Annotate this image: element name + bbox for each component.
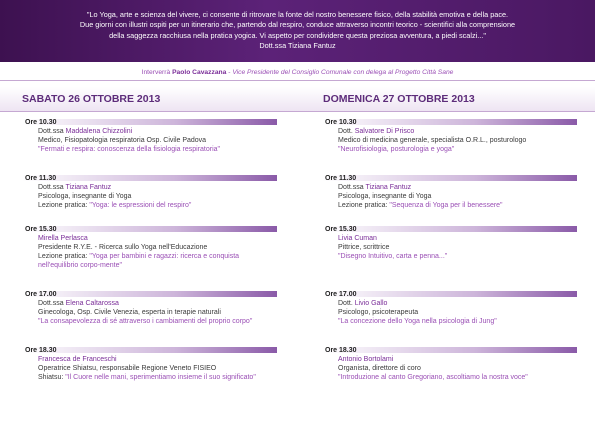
talk-title: "Neurofisiologia, posturologia e yoga" <box>338 145 455 153</box>
speaker-name: Paolo Cavazzana <box>172 69 227 76</box>
talk-title-continued: nell'equilibrio corpo-mente" <box>38 261 122 269</box>
slot-details <box>38 184 191 211</box>
speaker-title: Dott.ssa <box>38 184 66 191</box>
speaker-description: Psicologa, insegnante di Yoga <box>338 192 432 200</box>
speaker-separator: - <box>226 69 233 76</box>
slot-bar <box>322 226 577 232</box>
slot-details <box>38 300 252 327</box>
speaker-description: Operatrice Shiatsu, responsabile Regione Veneto FISIEO <box>38 364 217 372</box>
quote-line: della saggezza racchiusa nella pratica yogica. Vi aspetto per condividere questa preziosa avventura, a piedi scalzi..." <box>109 30 486 40</box>
speaker-line <box>338 300 497 309</box>
slot-bar <box>322 347 577 353</box>
speaker-description: Medico di medicina generale, specialista O.R.L., posturologo <box>338 136 527 144</box>
slot-details <box>38 235 239 271</box>
talk-title: "Yoga: le espressioni del respiro" <box>89 201 192 209</box>
talk-title-line <box>338 374 528 383</box>
slot-details <box>338 356 528 383</box>
slot-time: Ore 15.30 <box>25 226 57 233</box>
talk-title: "Il Cuore nelle mani, sperimentiamo insieme il suo significato" <box>65 373 256 381</box>
slot-time: Ore 11.30 <box>25 175 57 182</box>
divider <box>0 80 595 81</box>
talk-prefix: Shiatsu: <box>38 373 66 381</box>
slot-details <box>338 300 497 327</box>
speaker-name: Tiziana Fantuz <box>65 184 112 191</box>
talk-title-line <box>38 318 252 327</box>
speaker-description: Medico, Fisiopatologia respiratoria Osp. Civile Padova <box>38 136 207 144</box>
talk-title-line <box>338 318 497 327</box>
speaker-line <box>38 356 256 365</box>
speaker-line <box>338 356 528 365</box>
talk-title: "Sequenza di Yoga per il benessere" <box>389 201 503 209</box>
speaker-line <box>338 184 503 193</box>
speaker-line <box>38 300 252 309</box>
speaker-name: Livia Cuman <box>338 235 377 242</box>
quote-line: "Lo Yoga, arte e scienza del vivere, ci consente di ritrovare la fonte del nostro benessere fisico, della stabilità emotiva e della pace. <box>86 10 509 19</box>
slot-details <box>38 128 220 155</box>
speaker-name: Francesca de Franceschi <box>38 356 117 363</box>
slot-bar <box>22 175 277 181</box>
talk-title: "Disegno Intuitivo, carta e penna..." <box>338 252 448 260</box>
speaker-line <box>338 128 526 137</box>
speaker-note <box>0 69 595 76</box>
slot-bar <box>22 291 277 297</box>
talk-title: "Yoga per bambini e ragazzi: ricerca e conquista <box>89 252 240 260</box>
talk-title: "La concezione dello Yoga nella psicologia di Jung" <box>338 317 497 325</box>
slot-bar <box>22 347 277 353</box>
slot-time: Ore 15.30 <box>325 226 357 233</box>
slot-bar <box>322 291 577 297</box>
slot-details <box>338 235 447 262</box>
slot-time: Ore 18.30 <box>325 347 357 354</box>
quote-signature: Dott.ssa Tiziana Fantuz <box>259 41 336 51</box>
slot-details <box>338 184 503 211</box>
talk-title: "La consapevolezza di sé attraverso i cambiamenti del proprio corpo" <box>38 317 253 325</box>
slot-bar <box>22 119 277 125</box>
speaker-title: Dott. <box>338 128 355 135</box>
talk-title-line <box>338 146 526 155</box>
speaker-name: Antonio Bortolami <box>338 356 394 363</box>
header-banner <box>0 0 595 62</box>
speaker-line <box>338 235 447 244</box>
talk-title-line <box>38 253 239 262</box>
talk-prefix: Lezione pratica: <box>38 252 90 260</box>
speaker-description: Psicologa, insegnante di Yoga <box>38 192 132 200</box>
speaker-name: Salvatore Di Prisco <box>354 128 415 135</box>
speaker-name: Mirella Perlasca <box>38 235 88 242</box>
speaker-role: Vice Presidente del Consiglio Comunale con delega al Progetto Città Sane <box>232 69 454 76</box>
speaker-name: Livio Gallo <box>354 300 388 307</box>
slot-bar <box>322 175 577 181</box>
talk-title-line <box>338 202 503 211</box>
speaker-description: Presidente R.Y.E. - Ricerca sullo Yoga nell'Educazione <box>38 243 208 251</box>
talk-title: "Fermati e respira: conoscenza della fisiologia respiratoria" <box>38 145 220 153</box>
talk-title-line <box>38 146 220 155</box>
speaker-line <box>38 128 220 137</box>
sunday-title: DOMENICA 27 OTTOBRE 2013 <box>323 93 475 105</box>
talk-title-line <box>38 374 256 383</box>
slot-time: Ore 18.30 <box>25 347 57 354</box>
slot-time: Ore 10.30 <box>325 119 357 126</box>
intro-quote <box>0 0 595 52</box>
talk-prefix: Lezione pratica: <box>38 201 90 209</box>
talk-prefix: Lezione pratica: <box>338 201 390 209</box>
speaker-prefix: Interverrà <box>141 69 171 76</box>
speaker-description: Psicologo, psicoterapeuta <box>338 308 419 316</box>
speaker-description: Pittrice, scrittrice <box>338 243 390 251</box>
speaker-title: Dott. <box>338 300 355 307</box>
saturday-title: SABATO 26 OTTOBRE 2013 <box>22 93 161 105</box>
talk-title-line <box>38 202 191 211</box>
speaker-name: Maddalena Chizzolini <box>65 128 133 135</box>
speaker-title: Dott.ssa <box>38 128 66 135</box>
talk-title: "Introduzione al canto Gregoriano, ascoltiamo la nostra voce" <box>338 373 528 381</box>
slot-time: Ore 10.30 <box>25 119 57 126</box>
quote-line: Due giorni con illustri ospiti per un itinerario che, partendo dal respiro, conduce attraverso incontri teorico - scientifici alla comprensione <box>79 20 516 30</box>
slot-time: Ore 17.00 <box>325 291 357 298</box>
slot-time: Ore 11.30 <box>325 175 357 182</box>
slot-bar <box>322 119 577 125</box>
speaker-description: Organista, direttore di coro <box>338 364 421 372</box>
speaker-title: Dott.ssa <box>338 184 366 191</box>
slot-details <box>38 356 256 383</box>
speaker-name: Tiziana Fantuz <box>365 184 412 191</box>
speaker-name: Elena Caltarossa <box>65 300 119 307</box>
talk-title-line <box>338 253 447 262</box>
speaker-title: Dott.ssa <box>38 300 66 307</box>
slot-time: Ore 17.00 <box>25 291 57 298</box>
divider <box>0 111 595 112</box>
slot-details <box>338 128 526 155</box>
slot-bar <box>22 226 277 232</box>
speaker-line <box>38 235 239 244</box>
speaker-line <box>38 184 191 193</box>
speaker-description: Ginecologa, Osp. Civile Venezia, esperta in terapie naturali <box>38 308 221 316</box>
